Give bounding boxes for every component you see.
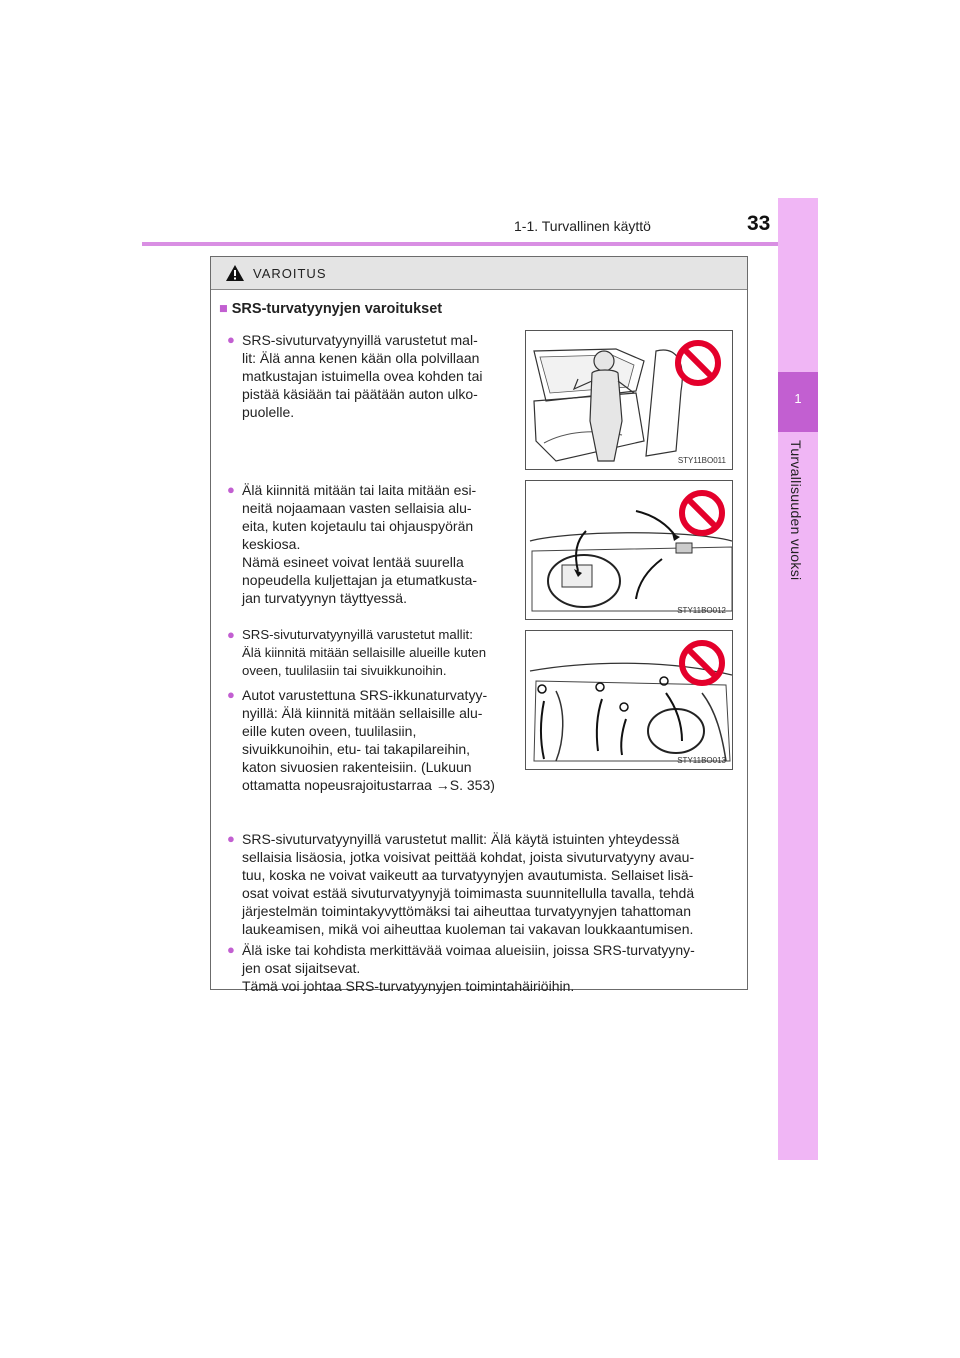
item-6-line-1: Älä iske tai kohdista merkittävää voimaa alueisiin, joissa SRS-turvatyyny-	[242, 942, 695, 958]
bullet-icon: ●	[227, 942, 235, 957]
warning-box	[210, 256, 748, 994]
section-heading	[219, 301, 442, 317]
item-5-line-5: järjestelmän toimintakyvyttömäksi tai aiheuttaa turvatyynyjen tahattoman	[242, 903, 691, 919]
item-2-line-7: jan turvatyynyn täyttyessä.	[242, 590, 407, 606]
item-6-line-3: Tämä voi johtaa SRS-turvatyynyjen toimintahäiriöihin.	[242, 978, 575, 994]
bullet-icon: ●	[227, 627, 235, 642]
page-number: 33	[747, 212, 771, 235]
section-heading-text: SRS-turvatyynyjen varoitukset	[231, 301, 443, 317]
item-4-line-5: katon sivuosien rakenteisiin. (Lukuun	[242, 759, 472, 775]
item-2-line-4: keskiosa.	[242, 536, 301, 552]
item-5-line-1: SRS-sivuturvatyynyillä varustetut mallit: Älä käytä istuinten yhteydessä	[242, 831, 680, 847]
illustration-side-windows	[526, 631, 733, 770]
warning-header	[211, 257, 747, 290]
figure-passenger-door	[525, 330, 733, 470]
item-4-line-2: nyillä: Älä kiinnitä mitään sellaisille alu-	[242, 705, 483, 721]
warning-item-2	[227, 481, 517, 607]
chapter-number: 1	[794, 391, 802, 406]
bullet-icon: ●	[227, 687, 235, 702]
warning-triangle-icon	[225, 264, 245, 282]
warning-item-1	[227, 331, 517, 421]
item-2-line-3: eita, kuten kojetaulu tai ohjauspyörän	[242, 518, 474, 534]
item-1-line-3: matkustajan istuimella ovea kohden tai	[242, 368, 483, 384]
figure-code: STY11BO013	[677, 756, 726, 765]
illustration-passenger	[526, 331, 733, 470]
item-1-line-2: lit: Älä anna kenen kään olla polvillaan	[242, 350, 480, 366]
bullet-icon: ●	[227, 482, 235, 497]
item-2-line-5: Nämä esineet voivat lentää suurella	[242, 554, 464, 570]
item-5-line-6: laukeamisen, mikä voi aiheuttaa kuoleman tai vakavan loukkaantumisen.	[242, 921, 694, 937]
bullet-icon: ●	[227, 831, 235, 846]
item-6-line-2: jen osat sijaitsevat.	[242, 960, 361, 976]
warning-item-6	[227, 941, 742, 995]
illustration-dashboard	[526, 481, 733, 620]
item-2-line-2: neitä nojaamaan vasten sellaisia alu-	[242, 500, 472, 516]
warning-title: VAROITUS	[253, 265, 327, 281]
item-3-line-2: Älä kiinnitä mitään sellaisille alueille kuten	[242, 645, 487, 660]
header-rule	[142, 242, 818, 246]
item-1-line-4: pistää käsiään tai päätään auton ulko-	[242, 386, 478, 402]
warning-item-3	[227, 626, 517, 680]
chapter-tab	[778, 198, 818, 1160]
item-2-line-6: nopeudella kuljettajan ja etumatkusta-	[242, 572, 478, 588]
figure-dashboard	[525, 480, 733, 620]
figure-code: STY11BO012	[677, 606, 726, 615]
item-4-line-3: eille kuten oveen, tuulilasiin,	[242, 723, 417, 739]
item-5-line-4: osat voivat estää sivuturvatyynyjä toimimasta suunnitellulla tavalla, tehdä	[242, 885, 695, 901]
heading-square-icon: ■	[219, 301, 228, 317]
item-4-line-4: sivuikkunoihin, etu- tai takapilareihin,	[242, 741, 471, 757]
item-1-line-5: puolelle.	[242, 404, 295, 420]
item-2-line-1: Älä kiinnitä mitään tai laita mitään esi-	[242, 482, 477, 498]
item-3-line-1: SRS-sivuturvatyynyillä varustetut mallit:	[242, 627, 473, 642]
item-3-line-3: oveen, tuulilasiin tai sivuikkunoihin.	[242, 663, 447, 678]
figure-side-windows	[525, 630, 733, 770]
item-5-line-3: tuu, koska ne voivat vaikeutt aa turvatyynyjen avautumista. Sellaiset lisä-	[242, 867, 694, 883]
item-4-line-6: ottamatta nopeusrajoitustarraa →S. 353)	[242, 777, 495, 793]
chapter-title: Turvallisuuden vuoksi	[788, 440, 804, 581]
item-1-line-1: SRS-sivuturvatyynyillä varustetut mal-	[242, 332, 478, 348]
item-5-line-2: sellaisia lisäosia, jotka voisivat peittää kohdat, joista sivuturvatyyny avau-	[242, 849, 695, 865]
section-title: 1-1. Turvallinen käyttö	[514, 218, 651, 234]
warning-item-5	[227, 830, 742, 938]
figure-code: STY11BO011	[677, 456, 726, 465]
warning-item-4	[227, 686, 517, 794]
bullet-icon: ●	[227, 332, 235, 347]
item-4-line-1: Autot varustettuna SRS-ikkunaturvatyy-	[242, 687, 488, 703]
